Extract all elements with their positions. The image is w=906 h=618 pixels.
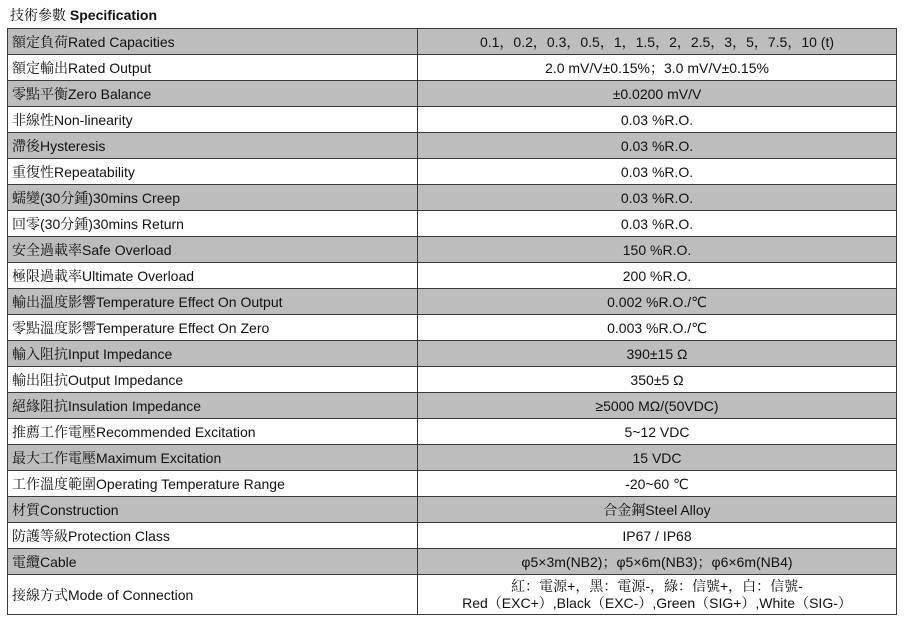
row-value: 350±5 Ω (418, 367, 897, 393)
row-value: IP67 / IP68 (418, 523, 897, 549)
row-value: 200 %R.O. (418, 263, 897, 289)
row-label: 安全過載率Safe Overload (8, 237, 418, 263)
row-value: ≥5000 MΩ/(50VDC) (418, 393, 897, 419)
table-row (8, 159, 897, 185)
row-label: 材質Construction (8, 497, 418, 523)
row-value: 150 %R.O. (418, 237, 897, 263)
table-row (8, 471, 897, 497)
table-row (8, 315, 897, 341)
row-label: 輸入阻抗Input Impedance (8, 341, 418, 367)
table-row (8, 367, 897, 393)
row-value: 合金鋼Steel Alloy (418, 497, 897, 523)
row-label: 工作溫度範圍Operating Temperature Range (8, 471, 418, 497)
row-label: 重復性Repeatability (8, 159, 418, 185)
row-label: 輸出溫度影響Temperature Effect On Output (8, 289, 418, 315)
row-value: 0.03 %R.O. (418, 159, 897, 185)
connection-line-chinese: 紅：電源+，黑：電源-，綠：信號+，白：信號- (511, 577, 803, 594)
table-row (8, 133, 897, 159)
table-row (8, 81, 897, 107)
row-value: 0.03 %R.O. (418, 133, 897, 159)
row-label: 零點溫度影響Temperature Effect On Zero (8, 315, 418, 341)
table-row (8, 107, 897, 133)
row-label: 絕緣阻抗Insulation Impedance (8, 393, 418, 419)
row-value: 0.03 %R.O. (418, 211, 897, 237)
row-value: 0.03 %R.O. (418, 185, 897, 211)
row-label: 接線方式Mode of Connection (8, 575, 418, 615)
connection-line-english: Red（EXC+）,Black（EXC-）,Green（SIG+）,White（SIG-） (462, 594, 852, 611)
row-value: 0.003 %R.O./℃ (418, 315, 897, 341)
page-title (10, 6, 157, 24)
page-title-english: Specification (69, 7, 158, 23)
page-title-chinese: 技術參數 (10, 7, 70, 23)
row-label: 電纜Cable (8, 549, 418, 575)
row-value: 0.002 %R.O./℃ (418, 289, 897, 315)
row-value: 2.0 mV/V±0.15%；3.0 mV/V±0.15% (418, 55, 897, 81)
row-label: 輸出阻抗Output Impedance (8, 367, 418, 393)
table-row (8, 289, 897, 315)
row-value: ±0.0200 mV/V (418, 81, 897, 107)
table-row (8, 341, 897, 367)
table-row (8, 445, 897, 471)
row-label: 額定輸出Rated Output (8, 55, 418, 81)
table-row (8, 55, 897, 81)
table-row (8, 549, 897, 575)
row-label: 零點平衡Zero Balance (8, 81, 418, 107)
row-value: φ5×3m(NB2)；φ5×6m(NB3)；φ6×6m(NB4) (418, 549, 897, 575)
row-label: 極限過載率Ultimate Overload (8, 263, 418, 289)
table-row (8, 29, 897, 55)
table-row (8, 185, 897, 211)
specification-table (7, 28, 897, 615)
row-label: 蠕變(30分鍾)30mins Creep (8, 185, 418, 211)
table-row (8, 263, 897, 289)
row-value: 390±15 Ω (418, 341, 897, 367)
row-value (418, 575, 897, 615)
row-label: 防護等級Protection Class (8, 523, 418, 549)
table-row (8, 211, 897, 237)
row-label: 最大工作電壓Maximum Excitation (8, 445, 418, 471)
table-row (8, 393, 897, 419)
table-row (8, 523, 897, 549)
table-row (8, 419, 897, 445)
row-label: 滯後Hysteresis (8, 133, 418, 159)
table-row-connection (8, 575, 897, 615)
row-value: -20~60 ℃ (418, 471, 897, 497)
row-value: 15 VDC (418, 445, 897, 471)
row-label: 額定負荷Rated Capacities (8, 29, 418, 55)
row-value: 0.03 %R.O. (418, 107, 897, 133)
row-label: 非線性Non-linearity (8, 107, 418, 133)
specification-table-body (8, 29, 897, 615)
row-label: 推薦工作電壓Recommended Excitation (8, 419, 418, 445)
table-row (8, 497, 897, 523)
table-row (8, 237, 897, 263)
row-value: 5~12 VDC (418, 419, 897, 445)
row-value: 0.1，0.2，0.3，0.5，1，1.5，2，2.5，3，5，7.5，10 (t) (418, 29, 897, 55)
row-label: 回零(30分鍾)30mins Return (8, 211, 418, 237)
